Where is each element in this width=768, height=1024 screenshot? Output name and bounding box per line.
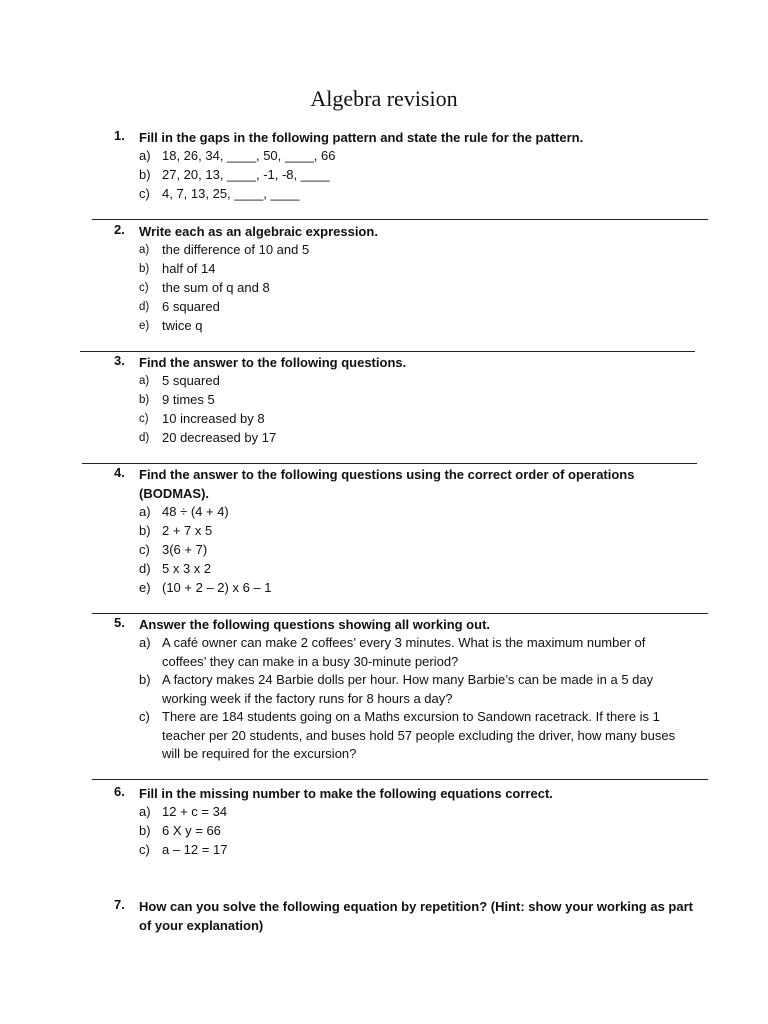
list-item: d) 6 squared <box>139 299 220 314</box>
list-item: a) 48 ÷ (4 + 4) <box>139 504 229 519</box>
divider <box>82 463 697 464</box>
list-item: b) A factory makes 24 Barbie dolls per hour. How many Barbie’s can be made in a 5 day working week if the factory runs for 8 hours a day? <box>139 672 654 706</box>
question-number: 3. <box>114 353 125 368</box>
list-item: a) 18, 26, 34, ____, 50, ____, 66 <box>139 148 336 163</box>
list-item: b) 6 X y = 66 <box>139 823 221 838</box>
list-item: e) (10 + 2 – 2) x 6 – 1 <box>139 580 272 595</box>
list-item: a) the difference of 10 and 5 <box>139 242 310 257</box>
question-text: Write each as an algebraic expression. <box>139 224 378 239</box>
list-item: c) 10 increased by 8 <box>139 411 265 426</box>
question-text-continued: (BODMAS). <box>139 486 210 501</box>
divider <box>92 779 708 780</box>
list-item: d) 5 x 3 x 2 <box>139 561 212 576</box>
list-item: b) half of 14 <box>139 261 216 276</box>
page-title: Algebra revision <box>310 86 458 111</box>
list-item: c) 4, 7, 13, 25, ____, ____ <box>139 186 300 201</box>
question-text: Find the answer to the following questions. <box>139 355 407 370</box>
list-item: d) 20 decreased by 17 <box>139 430 277 445</box>
question-text: How can you solve the following equation by repetition? (Hint: show your working as part <box>139 899 693 914</box>
list-item: b) 27, 20, 13, ____, -1, -8, ____ <box>139 167 330 182</box>
list-item: c) the sum of q and 8 <box>139 280 270 295</box>
list-item: a) 5 squared <box>139 373 220 388</box>
question-number: 2. <box>114 222 125 237</box>
question-number: 7. <box>114 897 125 912</box>
list-item: c) 3(6 + 7) <box>139 542 208 557</box>
list-item: c) a – 12 = 17 <box>139 842 228 857</box>
question-number: 5. <box>114 615 125 630</box>
list-item: a) A café owner can make 2 coffees’ every 3 minutes. What is the maximum number of coffees’ they can make in a busy 30-minute period? <box>139 635 646 669</box>
question-3 <box>0 353 768 448</box>
question-1 <box>0 128 768 204</box>
question-2 <box>0 222 768 336</box>
question-text-continued: of your explanation) <box>139 918 264 933</box>
list-item: e) twice q <box>139 318 203 333</box>
question-number: 1. <box>114 128 125 143</box>
divider <box>80 351 695 352</box>
question-text: Fill in the missing number to make the following equations correct. <box>139 786 553 801</box>
question-4 <box>0 465 768 598</box>
question-number: 6. <box>114 784 125 799</box>
question-5 <box>0 615 768 764</box>
question-text: Fill in the gaps in the following pattern and state the rule for the pattern. <box>139 130 584 145</box>
question-text: Answer the following questions showing all working out. <box>139 617 491 632</box>
divider <box>92 613 708 614</box>
question-number: 4. <box>114 465 125 480</box>
list-item: c) There are 184 students going on a Maths excursion to Sandown racetrack. If there is 1 teacher per 20 students, and buses hold 57 people excluding the driver, how many buses will be required for the excursion? <box>139 709 676 761</box>
question-6 <box>0 784 768 860</box>
list-item: b) 9 times 5 <box>139 392 215 407</box>
list-item: a) 12 + c = 34 <box>139 804 228 819</box>
divider <box>92 219 708 220</box>
list-item: b) 2 + 7 x 5 <box>139 523 213 538</box>
question-text: Find the answer to the following questions using the correct order of operations <box>139 467 635 482</box>
question-7 <box>0 897 768 935</box>
